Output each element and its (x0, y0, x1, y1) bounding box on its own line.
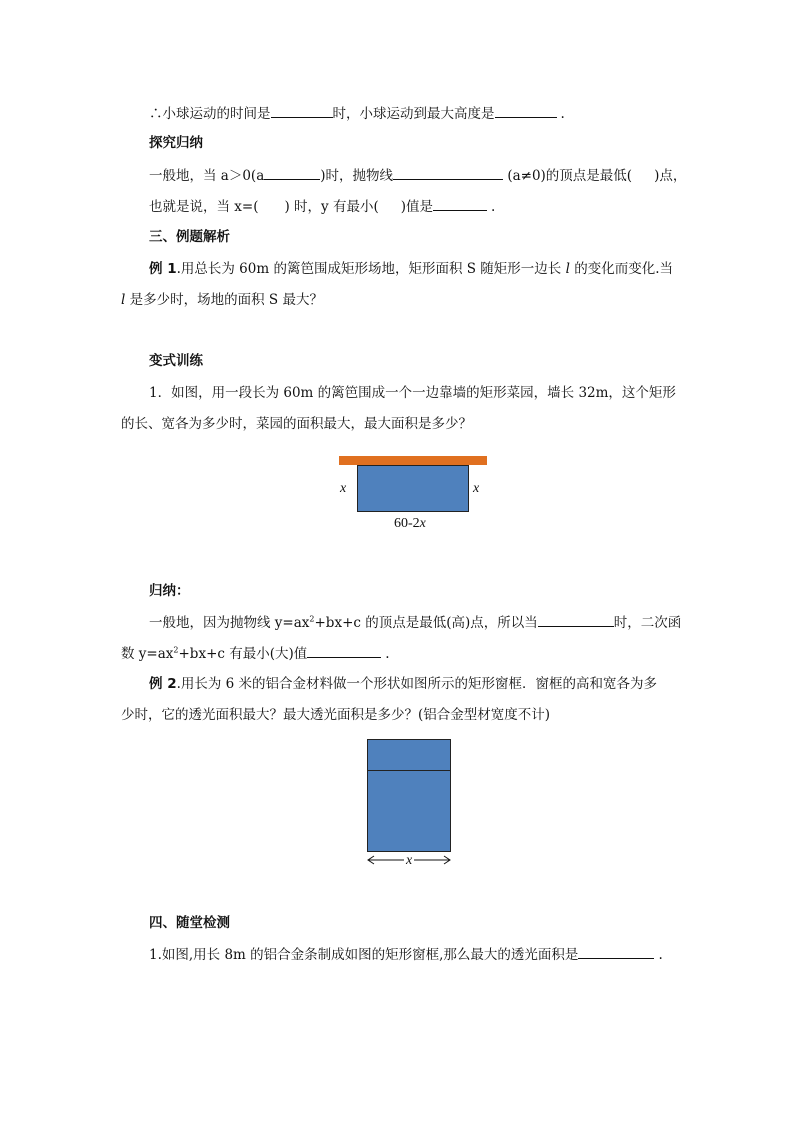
heading-section-4: 四、随堂检测 (149, 915, 230, 931)
guina-line-2-c: . (385, 646, 390, 662)
guina-line-2-a: 数 y=ax (121, 646, 174, 662)
line-4 (149, 196, 495, 217)
test-1-line (149, 944, 663, 965)
answer-blank-parabola (393, 165, 503, 180)
answer-blank-time (271, 103, 333, 118)
example-2-text: .用长为 6 米的铝合金材料做一个形状如图所示的矩形窗框．窗框的高和宽各为多 (176, 676, 658, 692)
heading-bianshi: 变式训练 (149, 353, 203, 369)
line-3-part-2: )时，抛物线 (320, 168, 394, 184)
figure-1-right-label: x (473, 481, 480, 496)
answer-blank-extreme-value (307, 643, 381, 658)
guina-line-1 (149, 612, 681, 633)
variant-1-line-1: 1．如图，用一段长为 60m 的篱笆围成一个一边靠墙的矩形菜园，墙长 32m，这个矩形 (149, 385, 676, 401)
example-2-label: 例 2 (149, 676, 177, 692)
variant-1-line-2: 的长、宽各为多少时，菜园的面积最大，最大面积是多少？ (121, 416, 472, 432)
figure-2-crossbar (368, 770, 450, 771)
guina-line-1-c: 时，二次函 (613, 615, 682, 631)
line-4-part-1: 也就是说，当 x=( (149, 199, 259, 215)
line-4-part-4: . (491, 199, 496, 215)
line-1-part-2: 时，小球运动到最大高度是 (332, 106, 495, 122)
example-1-var: l (565, 261, 570, 277)
heading-tanjiu: 探究归纳 (149, 135, 203, 151)
guina-line-2-sup: 2 (173, 645, 179, 655)
line-3-part-3: (a≠0)的顶点是最低( (503, 168, 633, 184)
figure-1-bottom-prefix: 60-2 (394, 516, 420, 531)
example-1-text-a: .用总长为 60m 的篱笆围成矩形场地，矩形面积 S 随矩形一边长 (176, 261, 566, 277)
example-1-line-1 (149, 259, 673, 279)
line-3-part-1: 一般地，当 a＞0(a (149, 168, 265, 184)
line-1 (149, 103, 565, 124)
figure-1-bottom-label (394, 516, 426, 532)
test-1-end: . (658, 947, 663, 963)
line-1-part-3: . (560, 106, 565, 122)
example-1-label: 例 1 (149, 261, 177, 277)
answer-blank-max-height (495, 103, 557, 118)
example-1-line-2 (121, 290, 323, 310)
heading-section-3: 三、例题解析 (149, 229, 230, 245)
line-1-part-1: ∴小球运动的时间是 (149, 106, 271, 122)
guina-line-1-a: 一般地，因为抛物线 y=ax (149, 615, 310, 631)
guina-line-2 (121, 643, 390, 664)
figure-1-wall (339, 456, 487, 465)
guina-line-1-sup: 2 (309, 614, 315, 624)
example-2-line-1 (149, 674, 657, 694)
example-1-text-b: 的变化而变化.当 (569, 261, 673, 277)
line-3-part-4: )点， (654, 168, 687, 184)
figure-2-bottom-label: x (406, 853, 413, 868)
answer-blank-min-value (433, 196, 487, 211)
example-1-line-2-var: l (121, 292, 126, 308)
answer-blank-when (538, 612, 614, 627)
figure-2-window (367, 739, 451, 852)
line-4-part-2: ) 时，y 有最小( (284, 199, 379, 215)
guina-line-1-b: +bx+c 的顶点是最低(高)点，所以当 (314, 615, 538, 631)
answer-blank-max-area (578, 944, 654, 959)
test-1-text: 1.如图,用长 8m 的铝合金条制成如图的矩形窗框,那么最大的透光面积是 (149, 947, 579, 963)
example-2-line-2: 少时，它的透光面积最大？最大透光面积是多少？(铝合金型材宽度不计) (121, 707, 551, 723)
example-1-line-2-text: 是多少时，场地的面积 S 最大？ (125, 292, 323, 308)
line-3 (149, 165, 686, 186)
heading-guina: 归纳： (149, 583, 190, 599)
answer-blank-a (264, 165, 320, 180)
figure-1-left-label: x (340, 481, 347, 496)
guina-line-2-b: +bx+c 有最小(大)值 (178, 646, 308, 662)
line-4-part-3: )值是 (400, 199, 434, 215)
figure-1-bottom-var: x (419, 516, 426, 531)
figure-1-rect (357, 465, 469, 512)
